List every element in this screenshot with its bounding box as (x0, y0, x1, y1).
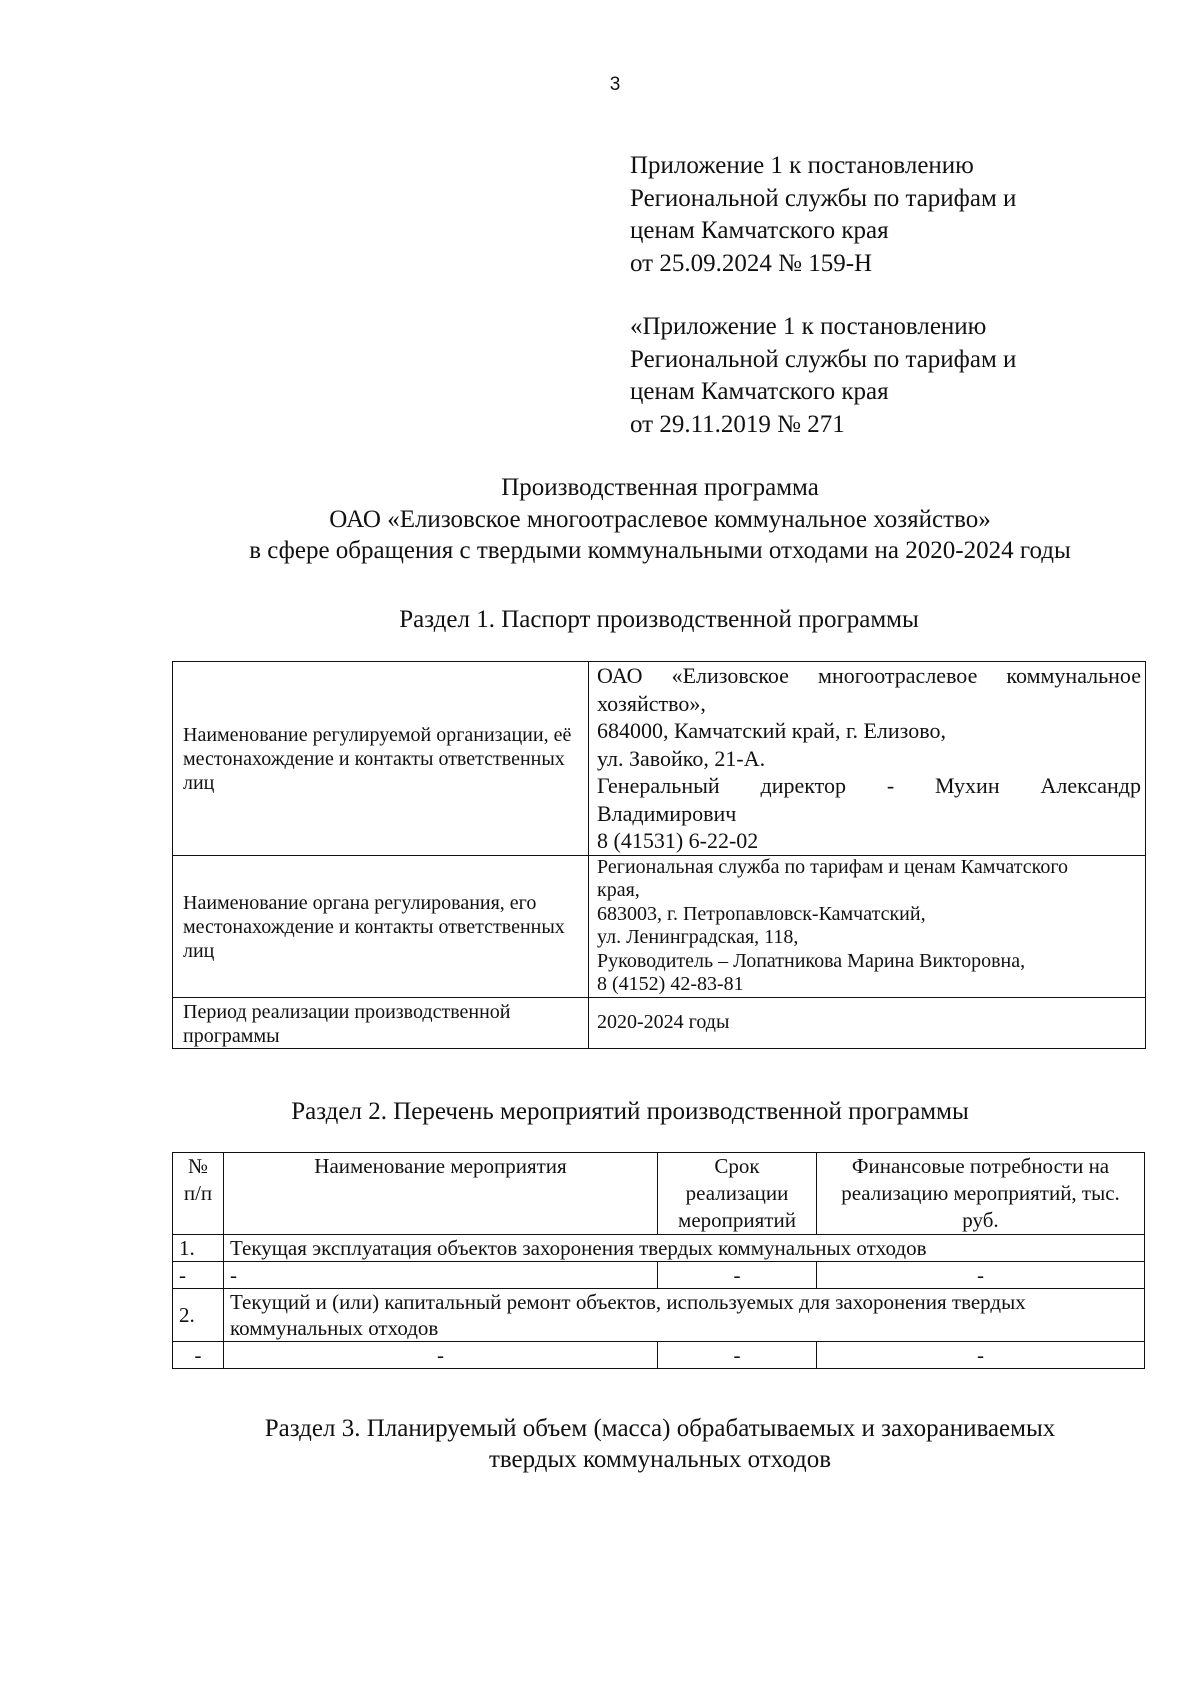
value-line: хозяйство», (597, 690, 706, 716)
value-word: Александр (1040, 773, 1141, 798)
passport-table (172, 661, 1146, 1049)
value-line: ул. Завойко, 21-А. (597, 745, 766, 771)
appendix-line: от 25.09.2024 № 159-Н (630, 249, 873, 277)
value-word: коммунальное (1006, 663, 1141, 688)
table-row (173, 662, 1146, 856)
table-header-row (173, 1153, 1145, 1235)
appendix-line: Региональной службы по тарифам и (630, 345, 1017, 373)
value-line: Владимирович (597, 800, 737, 826)
value-line: 684000, Камчатский край, г. Елизово, (597, 718, 946, 743)
row-finance: - (817, 1342, 1145, 1369)
appendix-reference-original (630, 311, 1016, 441)
row-name: - (224, 1342, 658, 1369)
document-title (0, 472, 1200, 567)
value-line (597, 662, 1141, 690)
passport-label: Наименование регулируемой организации, её местонахождение и контакты ответственных лиц (173, 662, 589, 856)
passport-value (589, 662, 1146, 856)
title-line: Производственная программа (501, 474, 819, 501)
appendix-reference-current (630, 150, 1016, 280)
row-term: - (658, 1342, 817, 1369)
heading-line: твердых коммунальных отходов (488, 1446, 832, 1473)
value-line (597, 772, 1141, 800)
passport-value (589, 855, 1146, 997)
passport-value: 2020-2024 годы (589, 997, 1146, 1048)
row-finance: - (817, 1262, 1145, 1289)
title-line: в сфере обращения с твердыми коммунальными отходами на 2020-2024 годы (249, 537, 1071, 564)
section-2-heading: Раздел 2. Перечень мероприятий производственной программы (291, 1098, 969, 1125)
section-3-heading (0, 1413, 1200, 1475)
value-word: Генеральный (597, 773, 720, 798)
passport-label: Период реализации производственной программы (173, 997, 589, 1048)
value-word: директор (760, 773, 846, 798)
row-number: 1. (173, 1235, 224, 1262)
table-row (173, 1342, 1145, 1369)
row-number: 2. (173, 1289, 224, 1342)
section-1-heading: Раздел 1. Паспорт производственной программы (399, 606, 919, 633)
value-line: края, (597, 879, 640, 901)
appendix-line: ценам Камчатского края (630, 378, 889, 405)
column-header-term: Срок реализации мероприятий (658, 1153, 817, 1235)
table-row (173, 1289, 1145, 1342)
column-header-finance: Финансовые потребности на реализацию мероприятий, тыс. руб. (817, 1153, 1145, 1235)
appendix-line: Приложение 1 к постановлению (630, 152, 974, 179)
row-term: - (658, 1262, 817, 1289)
events-table (172, 1152, 1145, 1369)
appendix-line: ценам Камчатского края (630, 217, 889, 244)
table-row (173, 997, 1146, 1048)
column-header-name: Наименование мероприятия (224, 1153, 658, 1235)
appendix-line: от 29.11.2019 № 271 (630, 410, 845, 438)
value-line: ул. Ленинградская, 118, (597, 926, 799, 948)
table-row (173, 1235, 1145, 1262)
row-text: Текущая эксплуатация объектов захоронения твердых коммунальных отходов (224, 1235, 1145, 1262)
row-number: - (173, 1262, 224, 1289)
title-line: ОАО «Елизовское многоотраслевое коммунальное хозяйство» (329, 505, 991, 533)
table-row (173, 855, 1146, 997)
value-word: ОАО (597, 663, 643, 688)
value-line: Региональная служба по тарифам и ценам Камчатского (597, 855, 1069, 878)
value-word: Мухин (935, 773, 1000, 798)
value-line: 8 (4152) 42-83-81 (597, 973, 744, 995)
appendix-line: «Приложение 1 к постановлению (630, 313, 987, 340)
table-row (173, 1262, 1145, 1289)
value-word: многоотраслевое (818, 663, 978, 688)
value-line: Руководитель – Лопатникова Марина Викторовна, (597, 949, 1026, 972)
row-number: - (173, 1342, 224, 1369)
row-text: Текущий и (или) капитальный ремонт объектов, используемых для захоронения твердых коммунальных отходов (224, 1289, 1145, 1342)
column-header-number: № п/п (173, 1153, 224, 1235)
value-word: - (886, 773, 895, 798)
row-name: - (224, 1262, 658, 1289)
heading-line: Раздел 3. Планируемый объем (масса) обрабатываемых и захораниваемых (264, 1415, 1056, 1442)
appendix-line: Региональной службы по тарифам и (630, 184, 1017, 212)
passport-label: Наименование органа регулирования, его местонахождение и контакты ответственных лиц (173, 855, 589, 997)
page-number: 3 (609, 74, 621, 95)
value-word: «Елизовское (671, 663, 789, 688)
value-line: 8 (41531) 6-22-02 (597, 828, 759, 853)
value-line: 683003, г. Петропавловск-Камчатский, (597, 902, 926, 925)
